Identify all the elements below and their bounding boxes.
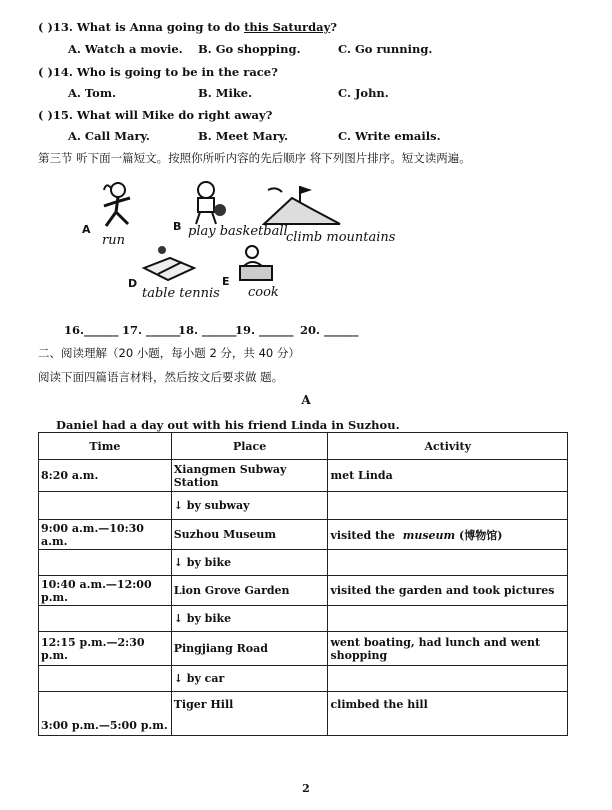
cell-activity: met Linda xyxy=(328,460,568,492)
question-15-option-a: A. Call Mary. xyxy=(68,129,150,143)
cell-place: ↓ by car xyxy=(171,666,328,692)
question-14-stem: ( )14. Who is going to be in the race? xyxy=(38,65,278,79)
cell-time xyxy=(39,606,172,632)
cell-activity: visited the garden and took pictures xyxy=(328,576,568,606)
picture-b-caption: play basketball xyxy=(188,224,288,239)
table-row xyxy=(39,550,568,576)
question-13-option-b: B. Go shopping. xyxy=(198,42,301,56)
table-header-row xyxy=(39,433,568,460)
question-14-option-a: A. Tom. xyxy=(68,86,117,100)
section3-instruction: 第三节 听下面一篇短文。按照你所听内容的先后顺序 将下列图片排序。短文读两遍。 xyxy=(38,151,471,165)
answer-blank-19[interactable]: 19. ______ xyxy=(235,323,294,337)
question-14-option-c: C. John. xyxy=(338,86,389,100)
cell-place: Xiangmen Subway Station xyxy=(171,460,328,492)
cell-activity xyxy=(328,550,568,576)
cell-activity xyxy=(328,606,568,632)
cell-activity: went boating, had lunch and went shopping xyxy=(328,632,568,666)
header-time: Time xyxy=(39,433,172,460)
picture-c-caption: climb mountains xyxy=(286,230,396,245)
cell-time xyxy=(39,550,172,576)
table-tennis-drawing xyxy=(140,242,198,286)
question-13-stem-suffix: ? xyxy=(330,20,338,34)
picture-b-letter: B xyxy=(173,220,182,233)
cooking-drawing xyxy=(234,244,278,284)
question-13-option-c: C. Go running. xyxy=(338,42,433,56)
cell-activity: visited the museum (博物馆) xyxy=(328,520,568,550)
section2-heading: 二、阅读理解（20 小题，每小题 2 分，共 40 分） xyxy=(38,346,300,360)
cell-place: ↓ by bike xyxy=(171,550,328,576)
picture-a-caption: run xyxy=(102,233,125,248)
header-place: Place xyxy=(171,433,328,460)
picture-d-caption: table tennis xyxy=(142,286,220,301)
cell-place: Suzhou Museum xyxy=(171,520,328,550)
running-girl-drawing xyxy=(94,180,144,232)
question-13 xyxy=(38,20,337,34)
cell-place: ↓ by subway xyxy=(171,492,328,520)
cell-time: 8:20 a.m. xyxy=(39,460,172,492)
cell-activity xyxy=(328,492,568,520)
cell-place: ↓ by bike xyxy=(171,606,328,632)
table-row xyxy=(39,666,568,692)
answer-blank-17[interactable]: 17. ______ xyxy=(122,323,181,337)
table-row xyxy=(39,606,568,632)
picture-e-caption: cook xyxy=(248,285,279,300)
header-activity: Activity xyxy=(328,433,568,460)
cell-time xyxy=(39,666,172,692)
table-row xyxy=(39,576,568,606)
cell-time: 9:00 a.m.—10:30 a.m. xyxy=(39,520,172,550)
table-row xyxy=(39,460,568,492)
question-15-option-c: C. Write emails. xyxy=(338,129,441,143)
cell-time: 12:15 p.m.—2:30 p.m. xyxy=(39,632,172,666)
question-13-option-a: A. Watch a movie. xyxy=(68,42,183,56)
question-14-option-b: B. Mike. xyxy=(198,86,253,100)
cell-activity xyxy=(328,666,568,692)
schedule-table xyxy=(38,432,568,736)
question-15-option-b: B. Meet Mary. xyxy=(198,129,289,143)
mountain-drawing xyxy=(262,184,342,228)
picture-d-letter: D xyxy=(128,277,138,290)
cell-time: 3:00 p.m.—5:00 p.m. xyxy=(39,692,172,736)
cell-activity: climbed the hill xyxy=(328,692,568,736)
picture-a-letter: A xyxy=(82,223,91,236)
question-13-stem-prefix: ( )13. What is Anna going to do xyxy=(38,20,245,34)
answer-blank-20[interactable]: 20. ______ xyxy=(300,323,359,337)
basketball-boy-drawing xyxy=(186,180,232,226)
question-13-underlined: this Saturday xyxy=(244,20,331,34)
picture-e-letter: E xyxy=(222,275,230,288)
cell-time xyxy=(39,492,172,520)
cell-place: Lion Grove Garden xyxy=(171,576,328,606)
cell-time: 10:40 a.m.—12:00 p.m. xyxy=(39,576,172,606)
page-number: 2 xyxy=(302,782,310,795)
passage-letter: A xyxy=(301,393,311,407)
cell-place: Pingjiang Road xyxy=(171,632,328,666)
table-row xyxy=(39,520,568,550)
question-15-stem: ( )15. What will Mike do right away? xyxy=(38,108,273,122)
answer-blank-16[interactable]: 16.______ xyxy=(64,323,119,337)
answer-blank-18[interactable]: 18. ______ xyxy=(178,323,237,337)
cell-place: Tiger Hill xyxy=(171,692,328,736)
passage-intro: Daniel had a day out with his friend Linda in Suzhou. xyxy=(56,418,400,432)
reading-instruction: 阅读下面四篇语言材料，然后按文后要求做 题。 xyxy=(38,370,284,384)
table-row xyxy=(39,492,568,520)
table-row xyxy=(39,692,568,736)
table-row xyxy=(39,632,568,666)
